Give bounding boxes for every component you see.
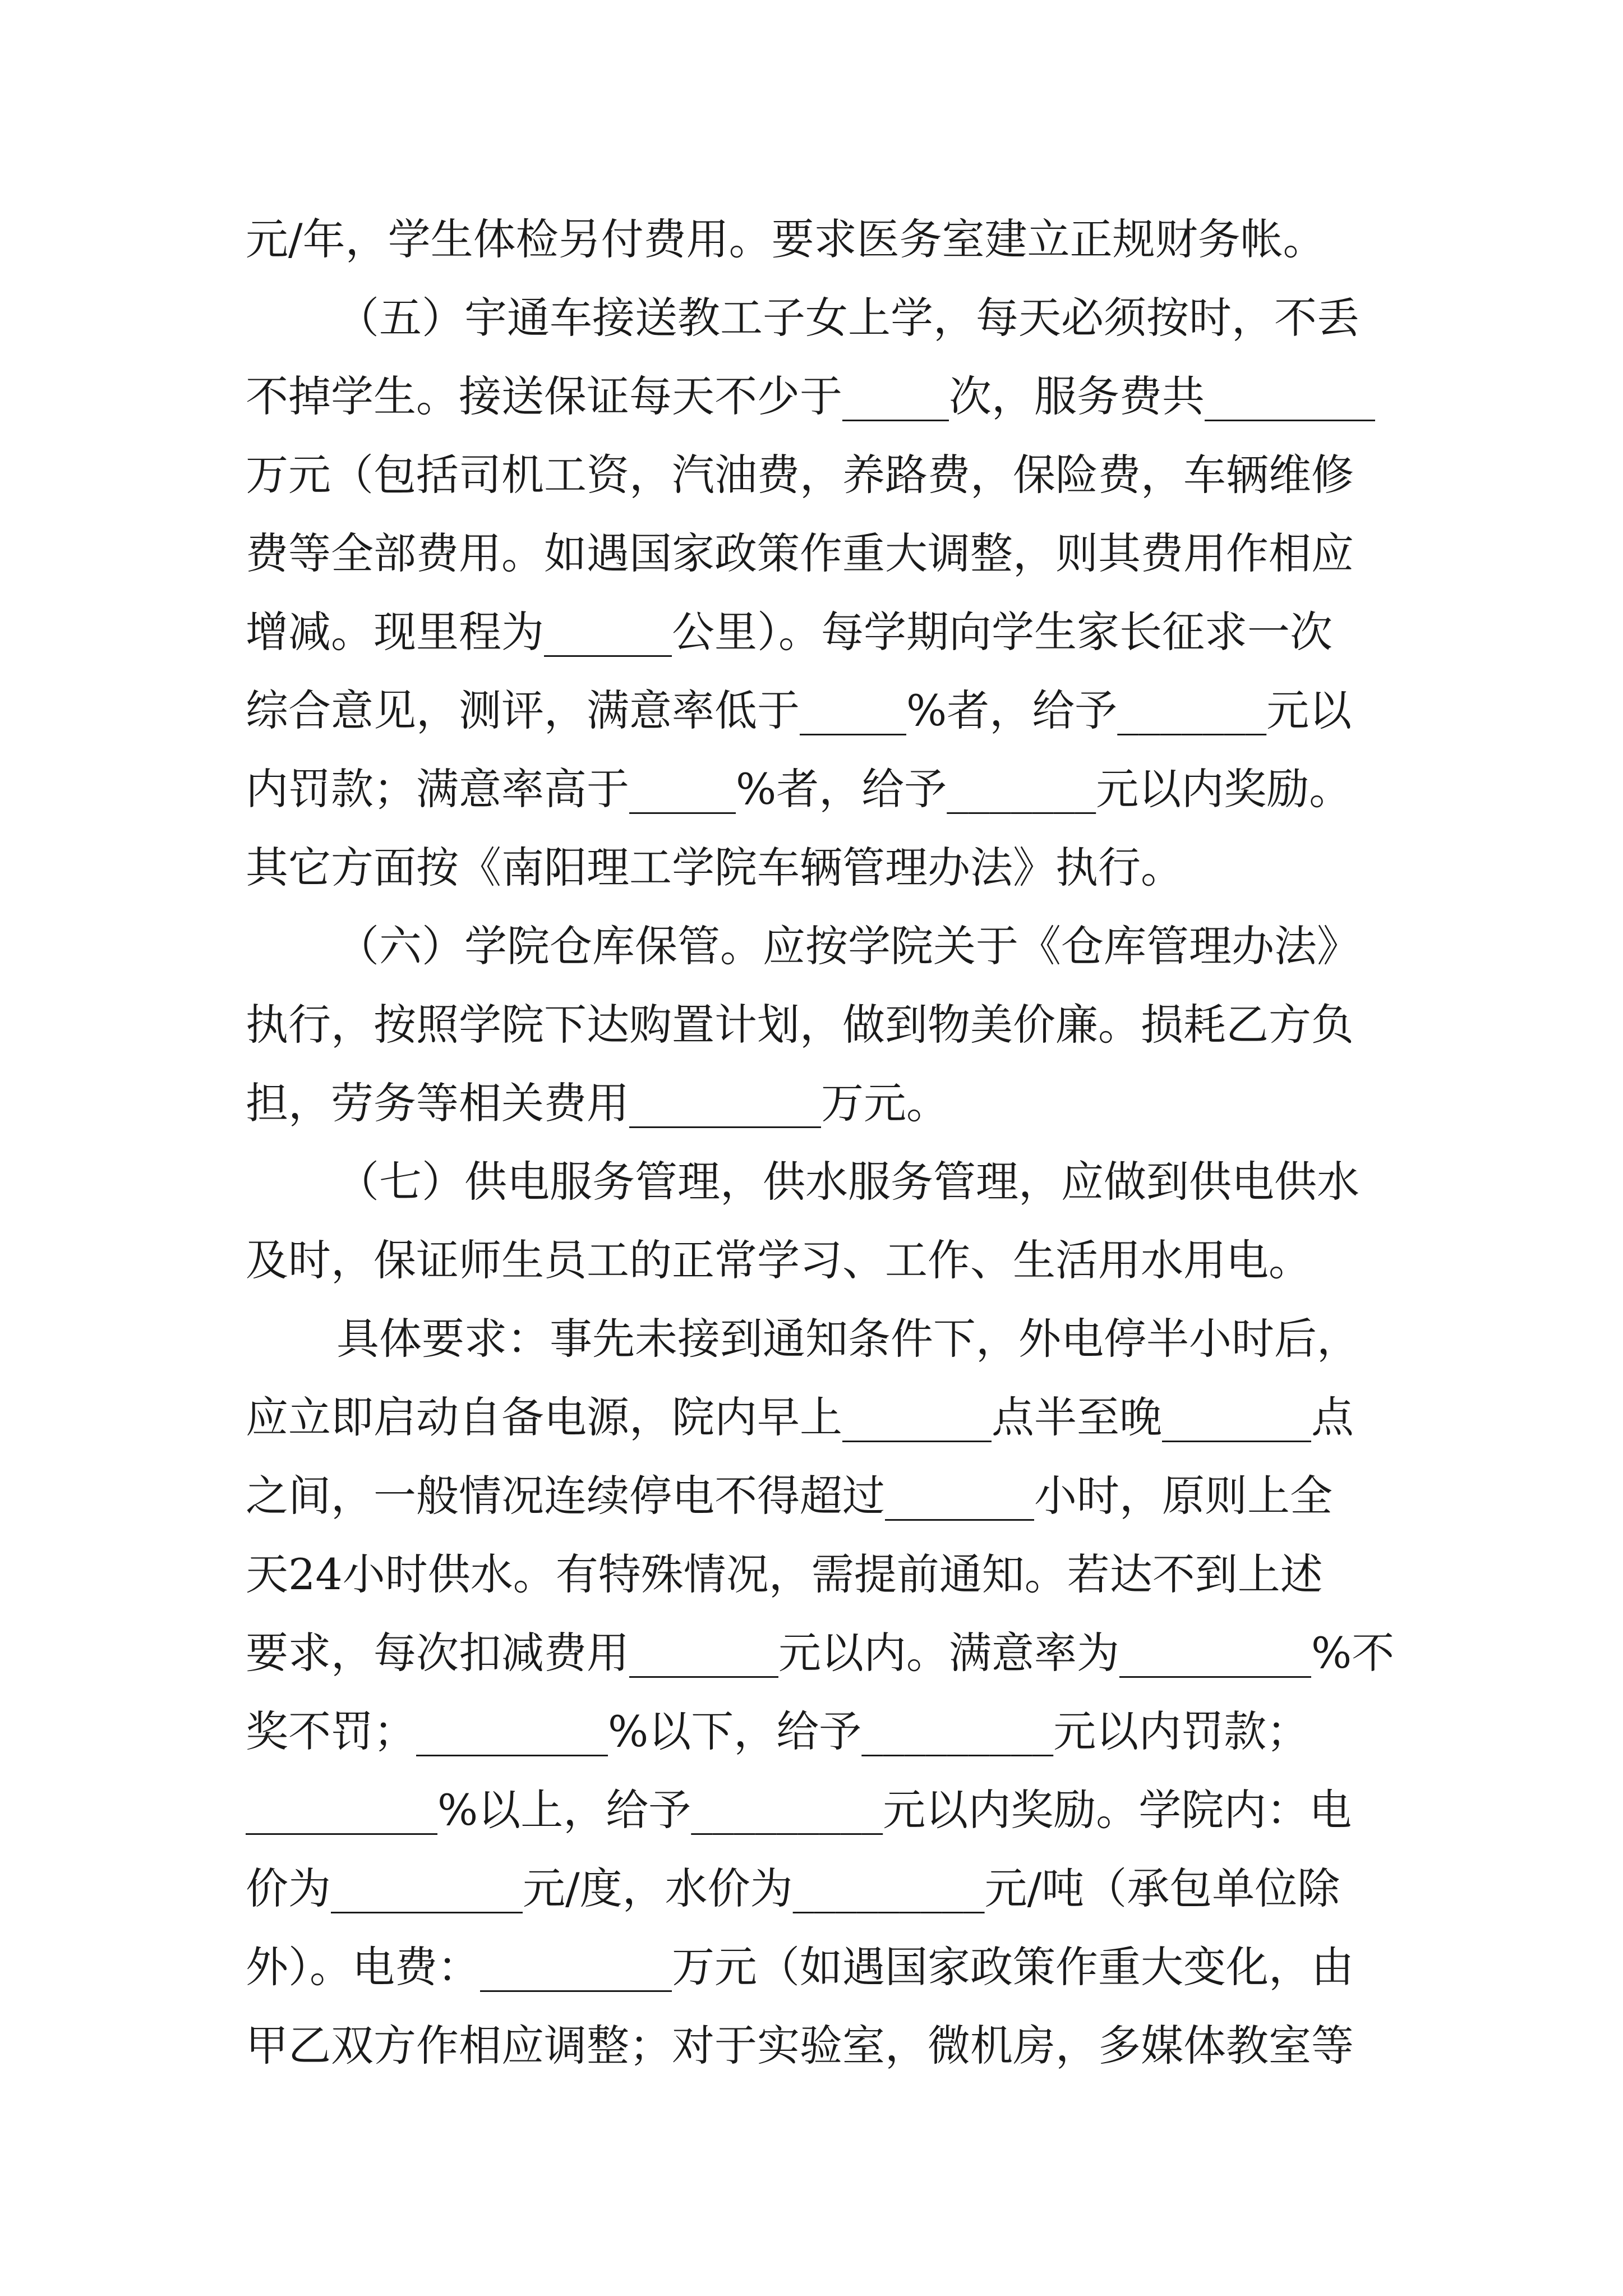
text-line: 要求，每次扣减费用_______元以内。满意率为_________%不 [246, 1628, 1395, 1678]
text-line: 奖不罚；_________%以下，给予_________元以内罚款； [246, 1706, 1310, 1756]
text-line: 综合意见，测评，满意率低于_____%者，给予_______元以 [246, 685, 1352, 735]
text-line: _________%以上，给予_________元以内奖励。学院内：电 [246, 1785, 1352, 1835]
text-line: 增减。现里程为______公里）。每学期向学生家长征求一次 [246, 607, 1332, 657]
text-line: 不掉学生。接送保证每天不少于_____次，服务费共________ [246, 371, 1375, 421]
text-line: 执行，按照学院下达购置计划，做到物美价廉。损耗乙方负 [246, 1000, 1354, 1050]
text-line: 外）。电费：_________万元（如遇国家政策作重大变化，由 [246, 1942, 1354, 1992]
text-line: 万元（包括司机工资，汽油费，养路费，保险费，车辆维修 [246, 450, 1354, 500]
text-line: 其它方面按《南阳理工学院车辆管理办法》执行。 [246, 843, 1183, 892]
text-line: 之间，一般情况连续停电不得超过_______小时，原则上全 [246, 1471, 1332, 1521]
text-line: 具体要求：事先未接到通知条件下，外电停半小时后， [336, 1314, 1359, 1364]
text-line: 应立即启动自备电源，院内早上_______点半至晚_______点 [246, 1392, 1354, 1442]
text-line: （七）供电服务管理，供水服务管理，应做到供电供水 [336, 1157, 1359, 1207]
text-line: 及时，保证师生员工的正常学习、工作、生活用水用电。 [246, 1235, 1311, 1285]
text-line: 担，劳务等相关费用_________万元。 [246, 1078, 949, 1128]
text-line: （六）学院仓库保管。应按学院关于《仓库管理办法》 [336, 921, 1359, 971]
text-line: 元/年，学生体检另付费用。要求医务室建立正规财务帐。 [246, 214, 1326, 264]
text-line: 甲乙双方作相应调整；对于实验室，微机房，多媒体教室等 [246, 2021, 1354, 2070]
text-line: 价为_________元/度，水价为_________元/吨（承包单位除 [246, 1864, 1340, 1913]
text-line: （五）宇通车接送教工子女上学，每天必须按时，不丢 [336, 293, 1359, 343]
text-line: 费等全部费用。如遇国家政策作重大调整，则其费用作相应 [246, 528, 1354, 578]
text-line: 内罚款；满意率高于_____%者，给予_______元以内奖励。 [246, 764, 1352, 814]
text-line: 天24小时供水。有特殊情况，需提前通知。若达不到上述 [246, 1549, 1323, 1599]
